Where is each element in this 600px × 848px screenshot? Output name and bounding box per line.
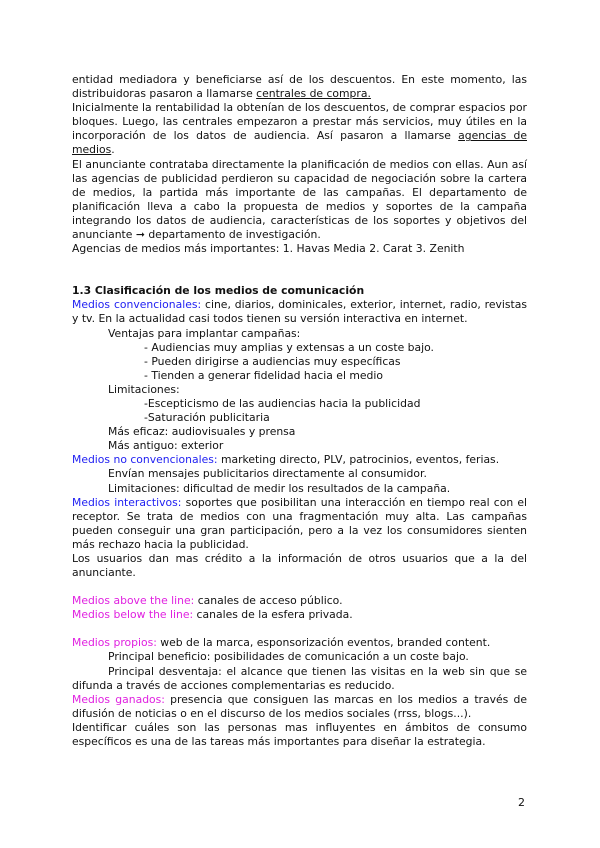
paragraph-3: El anunciante contrataba directamente la planificación de medios con ellas. Aun así las agencias de publicidad perdieron su capacidad de negociación sobre la cartera de medios, la partida más importante de las campañas. El departamento de planificación lleva a cabo la propuesta de medios y soportes de la campaña integrando los datos de audiencia, características de los soportes y objetivos del anunciante ➞ departamento de investigación. <box>72 157 527 242</box>
document-page <box>72 73 527 749</box>
non-conventional-media <box>72 453 527 467</box>
text: distribuidoras pasaron a llamarse <box>72 87 257 101</box>
limitation-item: -Saturación publicitaria <box>144 411 270 425</box>
paragraph-4: Agencias de medios más importantes: 1. Havas Media 2. Carat 3. Zenith <box>72 242 465 256</box>
above-the-line <box>72 594 527 608</box>
below-the-line <box>72 608 527 622</box>
text: presencia que consiguen las marcas en los medios a través de difusión de noticias o en el discurso de los medios sociales (rrss, blogs...). <box>72 692 527 720</box>
page-number: 2 <box>518 796 525 809</box>
users-credit: Los usuarios dan mas crédito a la información de otros usuarios que a la del anunciante. <box>72 552 527 580</box>
above-the-line-label: Medios above the line: <box>72 594 195 608</box>
owned-media-label: Medios propios: <box>72 636 157 650</box>
advantage-item: - Pueden dirigirse a audiencias muy específicas <box>144 354 401 368</box>
non-conventional-media-label: Medios no convencionales: <box>72 453 218 467</box>
owned-media <box>72 636 527 650</box>
text: canales de la esfera privada. <box>193 608 353 622</box>
interactive-media-label: Medios interactivos: <box>72 495 182 509</box>
term-centrales-de-compra: centrales de compra. <box>256 87 371 101</box>
advantages-title: Ventajas para implantar campañas: <box>108 326 301 340</box>
owned-drawback <box>72 665 527 693</box>
interactive-media <box>72 496 527 552</box>
text: soportes que posibilitan una interacción en tiempo real con el receptor. Se trata de medios con una fragmentación muy alta. Las campañas pueden conseguir una gran participación, pero a la vez los consumidores sienten más rechazo hacia la publicidad. <box>72 495 527 551</box>
paragraph-1-line-1 <box>72 73 527 87</box>
advantage-item: - Tienden a generar fidelidad hacia el medio <box>144 368 383 382</box>
earned-media <box>72 693 527 721</box>
non-conventional-line: Limitaciones: dificultad de medir los resultados de la campaña. <box>108 481 451 495</box>
paragraph-1-line-2 <box>72 87 527 101</box>
oldest: Más antiguo: exterior <box>108 439 224 453</box>
non-conventional-line: Envían mensajes publicitarios directamente al consumidor. <box>108 467 427 481</box>
term-agencias-de-medios: agencias de medios <box>72 129 527 157</box>
limitations-title: Limitaciones: <box>108 382 180 396</box>
text: Principal desventaja: el alcance que tienen las visitas en la web sin que se difunda a través de acciones complementarias es reducido. <box>72 664 527 692</box>
owned-benefit: Principal beneficio: posibilidades de comunicación a un coste bajo. <box>108 650 469 664</box>
earned-media-label: Medios ganados: <box>72 692 165 706</box>
conventional-media <box>72 298 527 326</box>
advantage-item: - Audiencias muy amplias y extensas a un coste bajo. <box>144 340 434 354</box>
most-effective: Más eficaz: audiovisuales y prensa <box>108 425 296 439</box>
text: cine, diarios, dominicales, exterior, internet, radio, revistas y tv. En la actualidad casi todos tienen su versión interactiva en internet. <box>72 298 527 326</box>
text: . <box>111 143 115 157</box>
text: web de la marca, esponsorización eventos, branded content. <box>156 636 491 650</box>
limitation-item: -Escepticismo de las audiencias hacia la publicidad <box>144 396 421 410</box>
text: canales de acceso público. <box>194 594 343 608</box>
below-the-line-label: Medios below the line: <box>72 608 194 622</box>
conventional-media-label: Medios convencionales: <box>72 298 202 312</box>
text: entidad mediadora y beneficiarse así de los descuentos. En este momento, las <box>72 73 527 86</box>
identify-influencers: Identificar cuáles son las personas mas influyentes en ámbitos de consumo específicos es una de las tareas más importantes para diseñar la estrategia. <box>72 720 527 749</box>
text: Inicialmente la rentabilidad la obtenían de los descuentos, de comprar espacios por bloques. Luego, las centrales empezaron a prestar más servicios, muy útiles en la incorporación de los datos de audiencia. Así pasaron a llamarse <box>72 101 527 143</box>
paragraph-2 <box>72 101 527 157</box>
text: marketing directo, PLV, patrocinios, eventos, ferias. <box>217 453 500 467</box>
section-heading: 1.3 Clasificación de los medios de comunicación <box>72 284 365 298</box>
